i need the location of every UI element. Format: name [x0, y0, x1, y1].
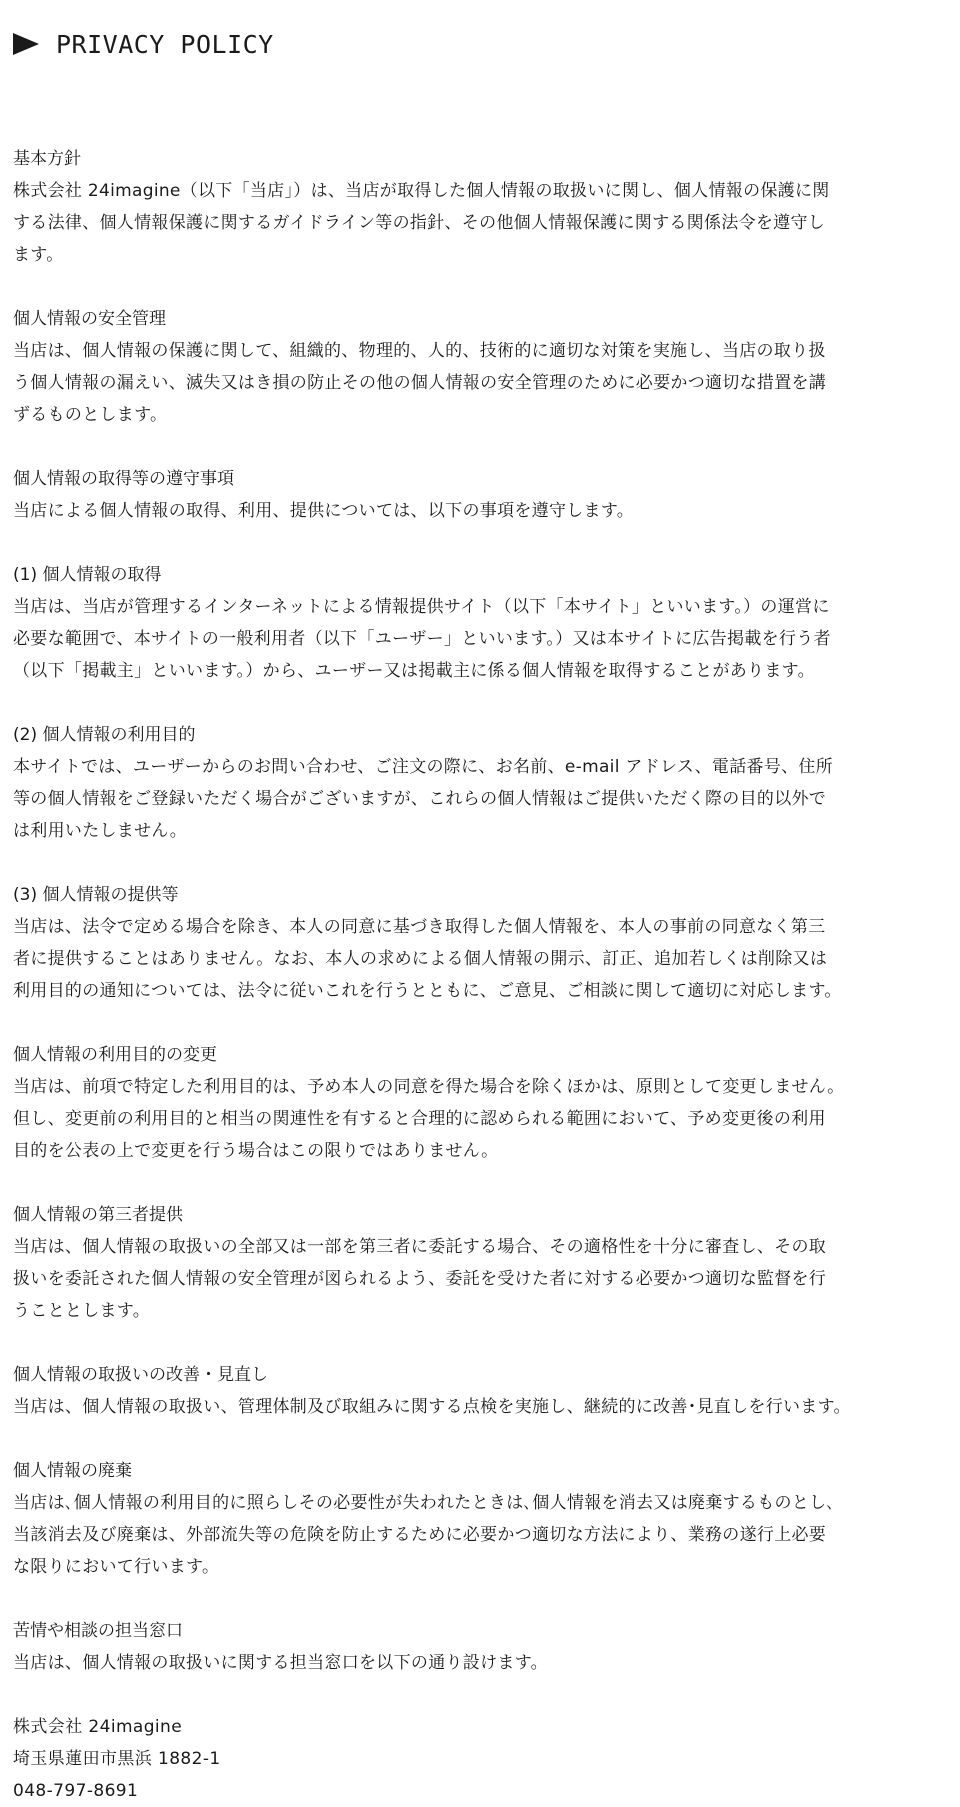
- section-heading: (3) 個人情報の提供等: [13, 885, 179, 905]
- section-heading: 苦情や相談の担当窓口: [13, 1621, 183, 1641]
- section-body-line: 本サイトでは、ユーザーからのお問い合わせ、ご注文の際に、お名前、e-mail アドレス、電話番号、住所: [13, 757, 834, 777]
- section-body-line: （以下「掲載主」といいます。）から、ユーザー又は掲載主に係る個人情報を取得することがあります。: [13, 661, 815, 681]
- section-heading: 個人情報の第三者提供: [13, 1205, 183, 1225]
- section-body-line: 当店は、個人情報の取扱い、管理体制及び取組みに関する点検を実施し、継続的に改善･見直しを行います。: [13, 1397, 851, 1417]
- section-heading: 個人情報の廃棄: [13, 1461, 132, 1481]
- policy-section: [13, 463, 953, 527]
- section-body-line: 必要な範囲で、本サイトの一般利用者（以下「ユーザー」といいます。）又は本サイトに広告掲載を行う者: [13, 629, 831, 649]
- policy-section: [13, 1039, 953, 1167]
- section-body-line: 当店による個人情報の取得、利用、提供については、以下の事項を遵守します。: [13, 501, 635, 521]
- section-body-line: うこととします。: [13, 1301, 151, 1321]
- section-body-line: ます。: [13, 245, 64, 265]
- section-body-line: 扱いを委託された個人情報の安全管理が図られるよう、委託を受けた者に対する必要かつ適切な監督を行: [13, 1269, 827, 1289]
- section-heading: 個人情報の安全管理: [13, 309, 166, 329]
- section-body-line: ずるものとします。: [13, 405, 168, 425]
- section-body-line: う個人情報の漏えい、滅失又はき損の防止その他の個人情報の安全管理のために必要かつ適切な措置を講: [13, 373, 827, 393]
- section-body-line: な限りにおいて行います。: [13, 1557, 220, 1577]
- policy-section: [13, 303, 953, 431]
- policy-sections: [13, 143, 953, 1679]
- contact-company: 株式会社 24imagine: [13, 1717, 183, 1737]
- policy-section: [13, 1615, 953, 1679]
- triangle-bullet-icon: [13, 33, 39, 55]
- section-body-line: 目的を公表の上で変更を行う場合はこの限りではありません。: [13, 1141, 499, 1161]
- section-body-line: 当該消去及び廃棄は、外部流失等の危険を防止するために必要かつ適切な方法により、業務の遂行上必要: [13, 1525, 827, 1545]
- policy-section: [13, 1455, 953, 1583]
- policy-section: [13, 559, 953, 687]
- contact-phone: 048-797-8691: [13, 1781, 139, 1801]
- section-heading: 個人情報の取扱いの改善・見直し: [13, 1365, 268, 1385]
- section-body-line: 当店は、当店が管理するインターネットによる情報提供サイト（以下「本サイト」といいます。）の運営に: [13, 597, 830, 617]
- section-body-line: 者に提供することはありません。なお、本人の求めによる個人情報の開示、訂正、追加若しくは削除又は: [13, 949, 828, 969]
- section-body-line: 等の個人情報をご登録いただく場合がございますが、これらの個人情報はご提供いただく際の目的以外で: [13, 789, 827, 809]
- page-title: PRIVACY POLICY: [56, 29, 274, 59]
- section-body-line: 当店は、法令で定める場合を除き、本人の同意に基づき取得した個人情報を、本人の事前の同意なく第三: [13, 917, 826, 937]
- section-body-line: 当店は、個人情報の保護に関して、組織的、物理的、人的、技術的に適切な対策を実施し、当店の取り扱: [13, 341, 826, 361]
- section-body-line: 株式会社 24imagine（以下「当店」）は、当店が取得した個人情報の取扱いに関し、個人情報の保護に関: [13, 181, 830, 201]
- contact-address: 埼玉県蓮田市黒浜 1882-1: [13, 1749, 221, 1769]
- section-body-line: は利用いたしません。: [13, 821, 188, 841]
- section-body-line: 当店は、個人情報の取扱いに関する担当窓口を以下の通り設けます。: [13, 1653, 548, 1673]
- page-header: [13, 26, 960, 62]
- section-body-line: 当店は､個人情報の利用目的に照らしその必要性が失われたときは､個人情報を消去又は廃棄するものとし､: [13, 1493, 836, 1513]
- section-body-line: 但し、変更前の利用目的と相当の関連性を有すると合理的に認められる範囲において、予め変更後の利用: [13, 1109, 826, 1129]
- policy-section: [13, 143, 953, 271]
- policy-section: [13, 719, 953, 847]
- policy-section: [13, 1199, 953, 1327]
- section-heading: (2) 個人情報の利用目的: [13, 725, 196, 745]
- section-heading: 基本方針: [13, 149, 81, 169]
- section-body-line: 当店は、個人情報の取扱いの全部又は一部を第三者に委託する場合、その適格性を十分に審査し、その取: [13, 1237, 827, 1257]
- section-heading: (1) 個人情報の取得: [13, 565, 162, 585]
- policy-section: [13, 879, 953, 1007]
- section-heading: 個人情報の利用目的の変更: [13, 1045, 217, 1065]
- section-body-line: する法律、個人情報保護に関するガイドライン等の指針、その他個人情報保護に関する関係法令を遵守し: [13, 213, 826, 233]
- section-heading: 個人情報の取得等の遵守事項: [13, 469, 234, 489]
- section-body-line: 当店は、前項で特定した利用目的は、予め本人の同意を得た場合を除くほかは、原則として変更しません。: [13, 1077, 845, 1097]
- section-body-line: 利用目的の通知については、法令に従いこれを行うとともに、ご意見、ご相談に関して適切に対応します。: [13, 981, 842, 1001]
- contact-address-block: [13, 1711, 960, 1807]
- policy-section: [13, 1359, 953, 1423]
